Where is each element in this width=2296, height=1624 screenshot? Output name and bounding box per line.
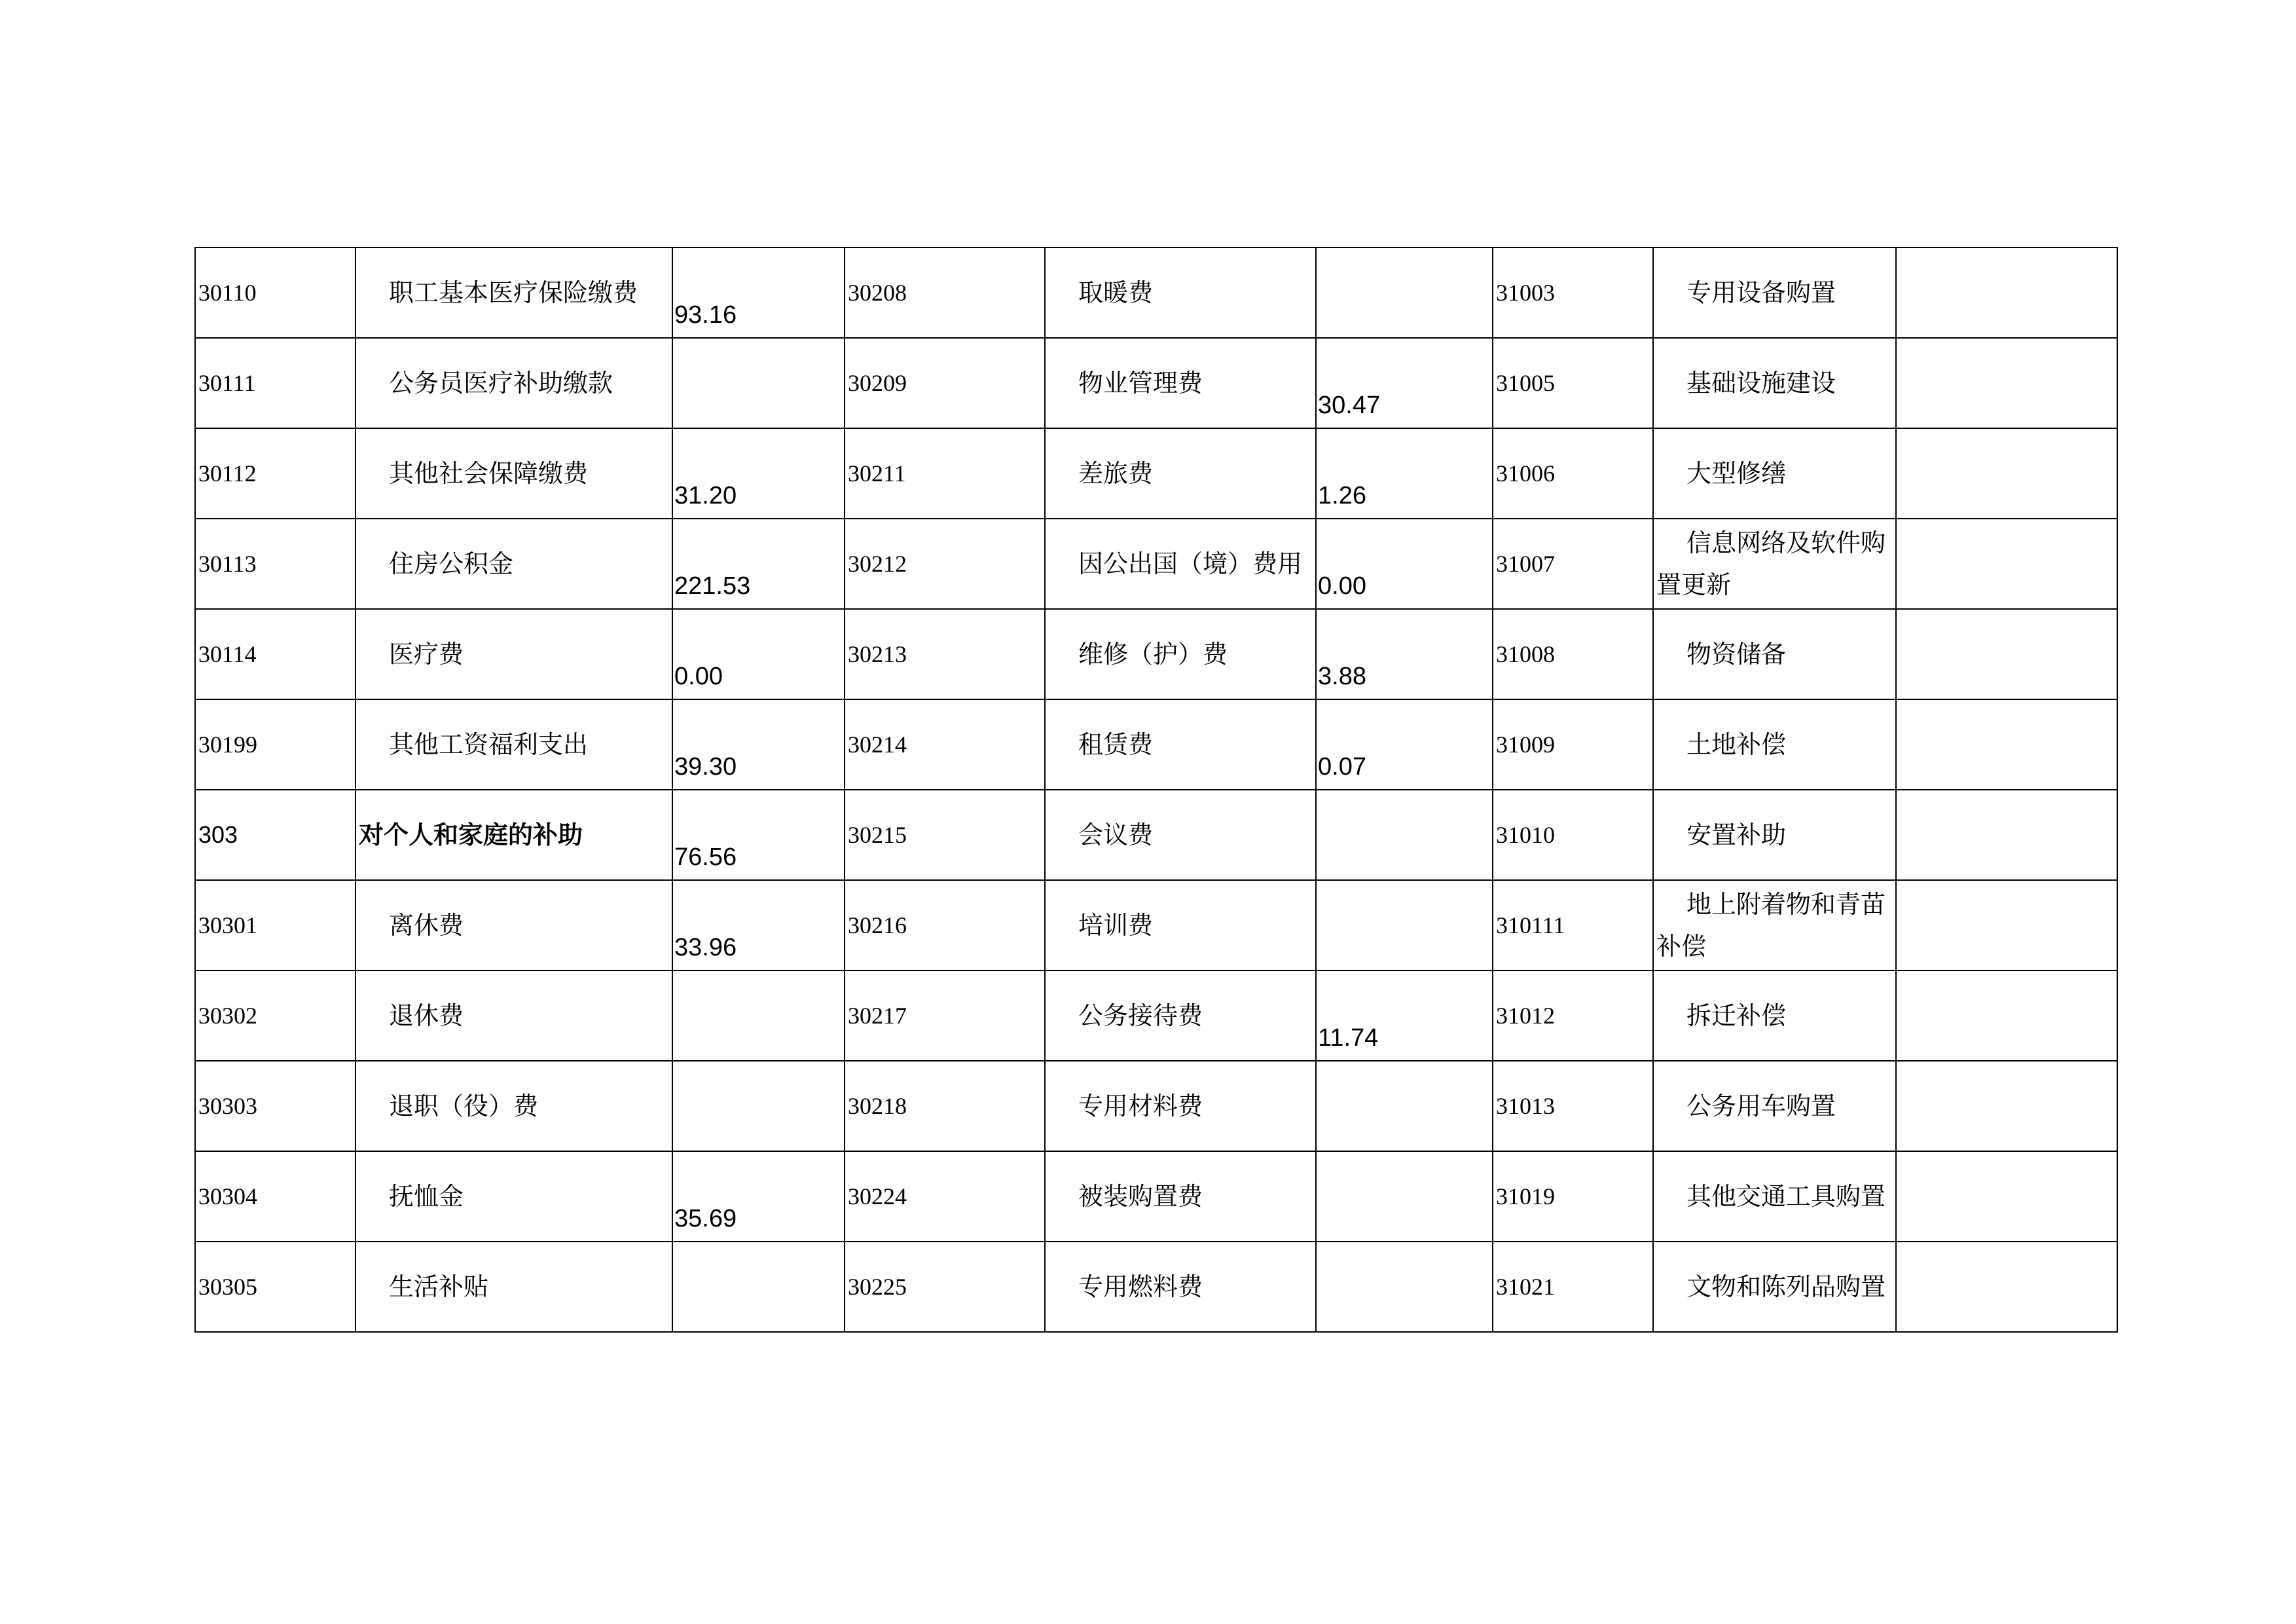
table-row: [195, 790, 2117, 880]
item-name-cell: [1045, 338, 1316, 428]
code-cell: 30304: [195, 1151, 355, 1242]
item-name-cell: [1045, 519, 1316, 609]
table-row: [195, 1151, 2117, 1242]
item-name-text: 专用燃料费: [1078, 1272, 1203, 1301]
item-name-text: 专用设备购置: [1686, 278, 1836, 307]
item-name-text: 其他社会保障缴费: [389, 459, 589, 488]
amount-cell: [1316, 1151, 1493, 1242]
code-cell: 30305: [195, 1242, 355, 1332]
code-cell: 31019: [1493, 1151, 1653, 1242]
amount-cell: [672, 970, 845, 1061]
amount-cell: [1896, 338, 2117, 428]
table-row: [195, 970, 2117, 1061]
item-name-text: 公务用车购置: [1686, 1092, 1836, 1120]
amount-text: [673, 420, 844, 428]
item-name-cell: [1653, 699, 1896, 790]
code-cell: 31009: [1493, 699, 1653, 790]
amount-text: 30.47: [1318, 392, 1381, 419]
item-name-text: 公务接待费: [1078, 1001, 1203, 1030]
item-name-cell: [355, 1061, 672, 1151]
amount-text: [673, 1143, 844, 1151]
item-name-text: 其他交通工具购置: [1686, 1182, 1886, 1211]
item-name-text: 抚恤金: [389, 1182, 464, 1211]
amount-text: 0.00: [1318, 572, 1366, 600]
amount-text: [1897, 1323, 2117, 1331]
item-name-text: 职工基本医疗保险缴费: [389, 278, 638, 307]
amount-cell: [1896, 699, 2117, 790]
table-row: [195, 699, 2117, 790]
amount-cell: [1896, 1061, 2117, 1151]
amount-cell: [1316, 338, 1493, 428]
item-name-cell: [355, 248, 672, 338]
amount-text: [1897, 1052, 2117, 1060]
item-name-text: 公务员医疗补助缴款: [389, 369, 613, 397]
amount-text: [1897, 420, 2117, 428]
amount-text: 76.56: [674, 843, 737, 871]
item-name-cell: [355, 1242, 672, 1332]
table-row: [195, 248, 2117, 338]
amount-text: 0.07: [1318, 753, 1366, 781]
item-name-cell: [355, 880, 672, 970]
expenditure-table: [194, 247, 2118, 1333]
item-name-cell: [1653, 248, 1896, 338]
amount-text: [1897, 962, 2117, 970]
item-name-text: 专用材料费: [1078, 1092, 1203, 1120]
code-cell: 303: [195, 790, 355, 880]
item-name-text: 拆迁补偿: [1686, 1001, 1787, 1030]
item-name-text: 差旅费: [1078, 459, 1154, 488]
amount-cell: [1316, 790, 1493, 880]
amount-cell: [672, 1151, 845, 1242]
item-name-text: 退职（役）费: [389, 1092, 539, 1120]
code-cell: 30208: [845, 248, 1045, 338]
item-name-cell: [355, 519, 672, 609]
amount-cell: [1316, 699, 1493, 790]
item-name-text: 会议费: [1078, 821, 1154, 849]
item-name-text: 维修（护）费: [1078, 640, 1228, 669]
amount-cell: [1896, 1242, 2117, 1332]
amount-cell: [672, 880, 845, 970]
item-name-cell: [355, 609, 672, 699]
amount-text: 31.20: [674, 482, 737, 509]
code-cell: 30218: [845, 1061, 1045, 1151]
table-row: [195, 338, 2117, 428]
item-name-cell: [1653, 1151, 1896, 1242]
amount-text: 3.88: [1318, 663, 1366, 690]
item-name-text: 地上附着物和青苗补偿: [1656, 890, 1886, 961]
code-cell: 30301: [195, 880, 355, 970]
code-cell: 31012: [1493, 970, 1653, 1061]
item-name-cell: [1653, 790, 1896, 880]
item-name-text: 大型修缮: [1686, 459, 1787, 488]
item-name-text: 信息网络及软件购置更新: [1656, 528, 1886, 599]
amount-cell: [1316, 428, 1493, 519]
amount-text: [1317, 329, 1492, 337]
amount-cell: [672, 609, 845, 699]
item-name-cell: [1653, 1242, 1896, 1332]
code-cell: 30303: [195, 1061, 355, 1151]
item-name-text: 物资储备: [1686, 640, 1787, 669]
item-name-cell: [1653, 1061, 1896, 1151]
item-name-text: 土地补偿: [1686, 730, 1787, 759]
amount-cell: [672, 338, 845, 428]
item-name-cell: [355, 699, 672, 790]
code-cell: 30215: [845, 790, 1045, 880]
code-cell: 31008: [1493, 609, 1653, 699]
amount-text: [1317, 872, 1492, 879]
item-name-cell: [355, 970, 672, 1061]
item-name-text: 基础设施建设: [1686, 369, 1836, 397]
table-row: [195, 1242, 2117, 1332]
amount-text: [1897, 600, 2117, 608]
item-name-text: 被装购置费: [1078, 1182, 1203, 1211]
item-name-cell: [1045, 699, 1316, 790]
item-name-cell: [355, 428, 672, 519]
item-name-cell: [1045, 790, 1316, 880]
amount-cell: [1316, 970, 1493, 1061]
item-name-text: 生活补贴: [389, 1272, 489, 1301]
code-cell: 30212: [845, 519, 1045, 609]
amount-text: 93.16: [674, 301, 737, 329]
code-cell: 30199: [195, 699, 355, 790]
item-name-cell: [1045, 609, 1316, 699]
code-cell: 30110: [195, 248, 355, 338]
table-row: [195, 880, 2117, 970]
item-name-cell: [1653, 970, 1896, 1061]
item-name-text: 租赁费: [1078, 730, 1154, 759]
code-cell: 30213: [845, 609, 1045, 699]
code-cell: 30216: [845, 880, 1045, 970]
amount-cell: [672, 699, 845, 790]
item-name-cell: [1045, 970, 1316, 1061]
code-cell: 30209: [845, 338, 1045, 428]
item-name-text: 取暖费: [1078, 278, 1154, 307]
amount-cell: [1316, 248, 1493, 338]
item-name-text: 因公出国（境）费用: [1078, 549, 1303, 578]
amount-text: [1897, 872, 2117, 879]
code-cell: 30113: [195, 519, 355, 609]
code-cell: 31010: [1493, 790, 1653, 880]
amount-text: 1.26: [1318, 482, 1366, 509]
amount-text: [673, 1052, 844, 1060]
amount-cell: [1896, 609, 2117, 699]
amount-cell: [672, 248, 845, 338]
code-cell: 30302: [195, 970, 355, 1061]
item-name-text: 安置补助: [1686, 821, 1787, 849]
code-cell: 30114: [195, 609, 355, 699]
amount-text: [1897, 1143, 2117, 1151]
item-name-cell: [1045, 1151, 1316, 1242]
code-cell: 31007: [1493, 519, 1653, 609]
amount-cell: [1896, 790, 2117, 880]
amount-cell: [1316, 1061, 1493, 1151]
amount-text: [1317, 1233, 1492, 1241]
table-row: [195, 609, 2117, 699]
amount-cell: [1316, 609, 1493, 699]
amount-cell: [672, 790, 845, 880]
item-name-text: 其他工资福利支出: [389, 730, 589, 759]
amount-text: [1317, 962, 1492, 970]
item-name-cell: [1653, 609, 1896, 699]
amount-cell: [1896, 519, 2117, 609]
table-row: [195, 1061, 2117, 1151]
amount-cell: [672, 519, 845, 609]
item-name-cell: [1045, 428, 1316, 519]
amount-cell: [1316, 880, 1493, 970]
code-cell: 30224: [845, 1151, 1045, 1242]
code-cell: 30225: [845, 1242, 1045, 1332]
code-cell: 30214: [845, 699, 1045, 790]
amount-cell: [672, 1242, 845, 1332]
item-name-cell: [355, 790, 672, 880]
amount-cell: [672, 1061, 845, 1151]
amount-text: [1317, 1323, 1492, 1331]
table-row: [195, 519, 2117, 609]
item-name-cell: [1653, 880, 1896, 970]
code-cell: 310111: [1493, 880, 1653, 970]
amount-cell: [672, 428, 845, 519]
item-name-cell: [1045, 1061, 1316, 1151]
code-cell: 31013: [1493, 1061, 1653, 1151]
amount-text: [1317, 1143, 1492, 1151]
code-cell: 31021: [1493, 1242, 1653, 1332]
code-cell: 31005: [1493, 338, 1653, 428]
amount-cell: [1316, 519, 1493, 609]
code-cell: 30111: [195, 338, 355, 428]
amount-cell: [1316, 1242, 1493, 1332]
item-name-cell: [1045, 880, 1316, 970]
item-name-cell: [355, 1151, 672, 1242]
amount-cell: [1896, 1151, 2117, 1242]
item-name-text: 医疗费: [389, 640, 464, 669]
amount-text: 39.30: [674, 753, 737, 781]
amount-text: 221.53: [674, 572, 751, 600]
amount-text: [673, 1323, 844, 1331]
item-name-text: 培训费: [1078, 911, 1154, 940]
item-name-text: 对个人和家庭的补助: [359, 821, 583, 849]
item-name-text: 离休费: [389, 911, 464, 940]
item-name-cell: [1045, 1242, 1316, 1332]
amount-text: [1897, 781, 2117, 789]
item-name-text: 文物和陈列品购置: [1686, 1272, 1886, 1301]
item-name-text: 物业管理费: [1078, 369, 1203, 397]
item-name-cell: [1653, 338, 1896, 428]
amount-text: [1897, 1233, 2117, 1241]
code-cell: 31003: [1493, 248, 1653, 338]
amount-cell: [1896, 428, 2117, 519]
item-name-cell: [1045, 248, 1316, 338]
item-name-text: 退休费: [389, 1001, 464, 1030]
code-cell: 31006: [1493, 428, 1653, 519]
amount-text: 33.96: [674, 934, 737, 961]
item-name-text: 住房公积金: [389, 549, 514, 578]
code-cell: 30217: [845, 970, 1045, 1061]
item-name-cell: [1653, 428, 1896, 519]
item-name-cell: [355, 338, 672, 428]
amount-text: 35.69: [674, 1205, 737, 1232]
item-name-cell: [1653, 519, 1896, 609]
amount-text: 11.74: [1318, 1024, 1379, 1052]
amount-cell: [1896, 248, 2117, 338]
code-cell: 30112: [195, 428, 355, 519]
amount-text: [1897, 329, 2117, 337]
amount-text: 0.00: [674, 663, 723, 690]
amount-text: [1897, 510, 2117, 518]
amount-cell: [1896, 880, 2117, 970]
amount-text: [1897, 691, 2117, 699]
table-row: [195, 428, 2117, 519]
amount-cell: [1896, 970, 2117, 1061]
code-cell: 30211: [845, 428, 1045, 519]
